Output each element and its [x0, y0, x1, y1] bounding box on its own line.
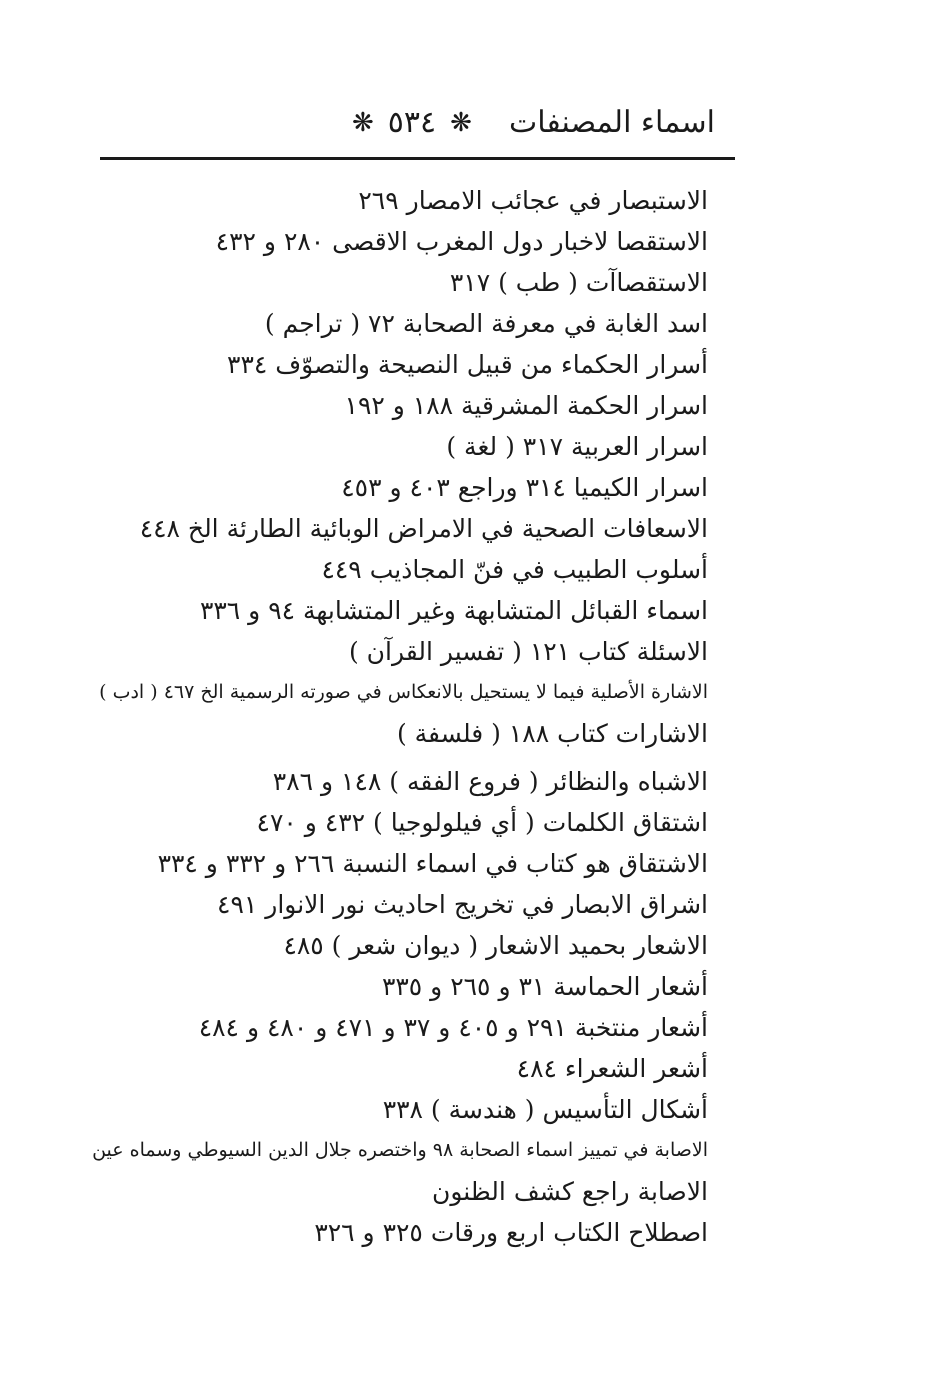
index-entry: الاشتقاق هو كتاب في اسماء النسبة ٢٦٦ و ٣٣٢ و ٣٣٤ [157, 849, 708, 878]
index-entry: اسد الغابة في معرفة الصحابة ٧٢ ( تراجم ) [264, 309, 708, 338]
index-entry: اسرار الكيميا ٣١٤ وراجع ٤٠٣ و ٤٥٣ [341, 473, 708, 502]
index-entry: اسماء القبائل المتشابهة وغير المتشابهة ٩٤ و ٣٣٦ [199, 596, 708, 625]
index-entry: الاشارات كتاب ١٨٨ ( فلسفة ) [396, 719, 708, 748]
index-entry: الاستقصا لاخبار دول المغرب الاقصى ٢٨٠ و ٤٣٢ [215, 227, 708, 256]
index-entry: الاشارة الأصلية فيما لا يستحيل بالانعكاس في صورته الرسمية الخ ٤٦٧ ( ادب ) [99, 681, 708, 703]
index-entry: الاصابة في تمييز اسماء الصحابة ٩٨ واختصره جلال الدين السيوطي وسماه عين [92, 1139, 708, 1161]
page-number-group [352, 98, 472, 148]
index-entry: الاسئلة كتاب ١٢١ ( تفسير القرآن ) [348, 637, 708, 666]
index-entry: الاستقصاآت ( طب ) ٣١٧ [449, 268, 708, 297]
index-entry: اسرار الحكمة المشرقية ١٨٨ و ١٩٢ [344, 391, 708, 420]
index-entry: اشتقاق الكلمات ( أي فيلولوجيا ) ٤٣٢ و ٤٧٠ [256, 808, 708, 837]
index-entry: اصطلاح الكتاب اربع ورقات ٣٢٥ و ٣٢٦ [314, 1218, 708, 1247]
ornament-left-icon: ❋ [352, 108, 374, 138]
index-entry: الاشباه والنظائر ( فروع الفقه ) ١٤٨ و ٣٨٦ [272, 767, 708, 796]
index-entry: الاستبصار في عجائب الامصار ٢٦٩ [358, 186, 708, 215]
index-entry: أشكال التأسيس ( هندسة ) ٣٣٨ [382, 1095, 708, 1124]
index-entry: الاصابة راجع كشف الظنون [431, 1177, 708, 1206]
index-entry: الاشعار بحميد الاشعار ( ديوان شعر ) ٤٨٥ [283, 931, 708, 960]
running-title: اسماء المصنفات [508, 105, 715, 140]
header-rule [100, 157, 735, 160]
index-entry: أسرار الحكماء من قبيل النصيحة والتصوّف ٣٣٤ [227, 350, 708, 379]
index-entry: أشعار الحماسة ٣١ و ٢٦٥ و ٣٣٥ [381, 972, 708, 1001]
index-entry: أشعر الشعراء ٤٨٤ [516, 1054, 708, 1083]
index-entry-list [88, 180, 708, 1253]
index-entry: الاسعافات الصحية في الامراض الوبائية الطارئة الخ ٤٤٨ [139, 514, 708, 543]
index-entry: اشراق الابصار في تخريج احاديث نور الانوار ٤٩١ [217, 890, 708, 919]
ornament-right-icon: ❋ [450, 108, 472, 138]
page-header [340, 98, 715, 148]
index-entry: أسلوب الطبيب في فنّ المجاذيب ٤٤٩ [321, 555, 708, 584]
index-entry: اسرار العربية ٣١٧ ( لغة ) [446, 432, 708, 461]
page-number: ٥٣٤ [387, 105, 437, 140]
index-entry: أشعار منتخبة ٢٩١ و ٤٠٥ و ٣٧ و ٤٧١ و ٤٨٠ و ٤٨٤ [198, 1013, 708, 1042]
